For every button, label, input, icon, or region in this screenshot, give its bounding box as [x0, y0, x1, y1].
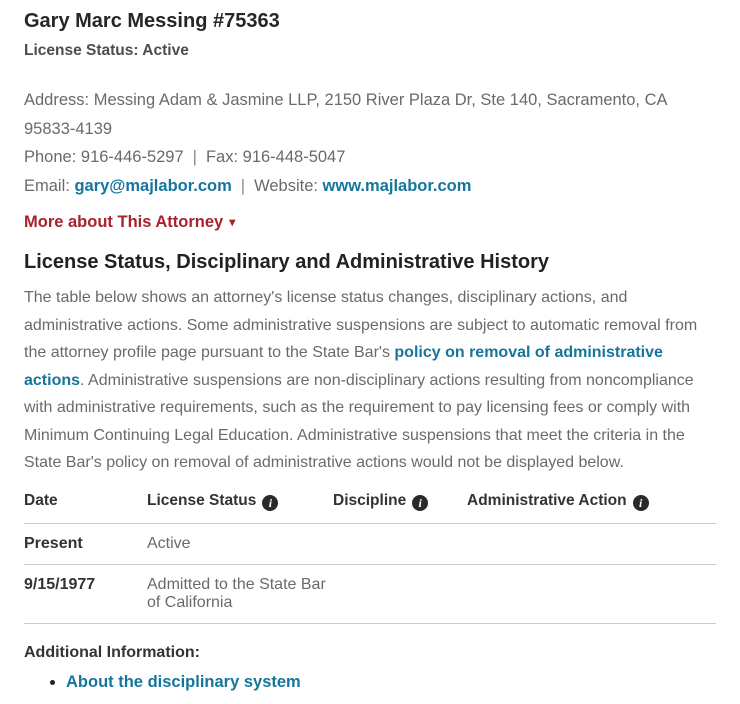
- column-header-label: Administrative Action: [467, 491, 627, 509]
- intro-text-before-link: The table below shows an attorney's license status changes, disciplinary actions, and administrative actions. Some administrative suspensions are subject to automatic removal from the attorney profile page pursuant to the State Bar's: [24, 289, 698, 361]
- address-value-line2: 95833-4139: [24, 119, 113, 138]
- separator-pipe: |: [192, 148, 197, 166]
- info-icon[interactable]: i: [633, 495, 649, 511]
- license-status-value: Active: [142, 42, 189, 59]
- phone-fax-line: [24, 143, 716, 172]
- phone-value: 916-446-5297: [80, 148, 184, 166]
- history-section-heading: License Status, Disciplinary and Administrative History: [24, 251, 549, 273]
- additional-links-list: [24, 670, 716, 694]
- fax-label: Fax:: [205, 148, 243, 166]
- info-icon[interactable]: i: [412, 495, 428, 511]
- address-label: Address:: [24, 91, 94, 109]
- cell-license-status: Admitted to the State Bar of California: [147, 564, 333, 623]
- website-label: Website:: [254, 176, 323, 195]
- more-about-attorney-label: More about This Attorney: [24, 213, 224, 231]
- list-item: [66, 670, 716, 694]
- cell-discipline: [333, 523, 467, 564]
- column-header-license-status: [147, 486, 333, 524]
- separator-pipe: |: [240, 176, 246, 195]
- table-header-row: [24, 486, 716, 524]
- cell-discipline: [333, 564, 467, 623]
- column-header-administrative-action: [467, 486, 716, 524]
- cell-administrative-action: [467, 564, 716, 623]
- license-status-line: [24, 42, 716, 60]
- address-lines: [24, 86, 716, 143]
- email-website-line: [24, 172, 716, 201]
- intro-text-after-link: . Administrative suspensions are non-disciplinary actions resulting from noncompliance with administrative requirements, such as the requirement to pay licensing fees or comply with Minimum Continuing Legal Education. Administrative suspensions that meet the criteria in the State Bar's policy on removal of administrative actions would not be displayed below.: [24, 371, 694, 471]
- chevron-down-icon: ▾: [229, 215, 236, 229]
- additional-information-heading: Additional Information:: [24, 643, 200, 661]
- disciplinary-system-link[interactable]: About the disciplinary system: [66, 672, 301, 691]
- column-header-label: Date: [24, 492, 58, 509]
- cell-license-status: Active: [147, 523, 333, 564]
- license-status-label: License Status:: [24, 42, 139, 59]
- cell-date: 9/15/1977: [24, 564, 147, 623]
- page-title: Gary Marc Messing #75363: [24, 10, 280, 32]
- more-about-attorney-toggle[interactable]: [24, 213, 235, 232]
- cell-administrative-action: [467, 523, 716, 564]
- column-header-discipline: [333, 486, 467, 524]
- column-header-date: [24, 486, 147, 524]
- phone-label: Phone:: [24, 148, 81, 166]
- column-header-label: License Status: [147, 491, 257, 509]
- column-header-label: Discipline: [333, 491, 407, 509]
- contact-info: [24, 86, 716, 200]
- address-value-line1: Messing Adam & Jasmine LLP, 2150 River Plaza Dr, Ste 140, Sacramento, CA: [93, 91, 668, 109]
- history-intro-paragraph: [24, 284, 716, 477]
- table-row: [24, 564, 716, 623]
- info-icon[interactable]: i: [262, 495, 278, 511]
- website-link[interactable]: www.majlabor.com: [322, 176, 472, 195]
- email-label: Email:: [24, 176, 75, 195]
- email-link[interactable]: gary@majlabor.com: [74, 176, 232, 195]
- policy-removal-link[interactable]: policy on removal of administrative actions: [24, 344, 663, 389]
- table-row: [24, 523, 716, 564]
- fax-value: 916-448-5047: [242, 148, 346, 166]
- history-table: [24, 486, 716, 624]
- cell-date: Present: [24, 523, 147, 564]
